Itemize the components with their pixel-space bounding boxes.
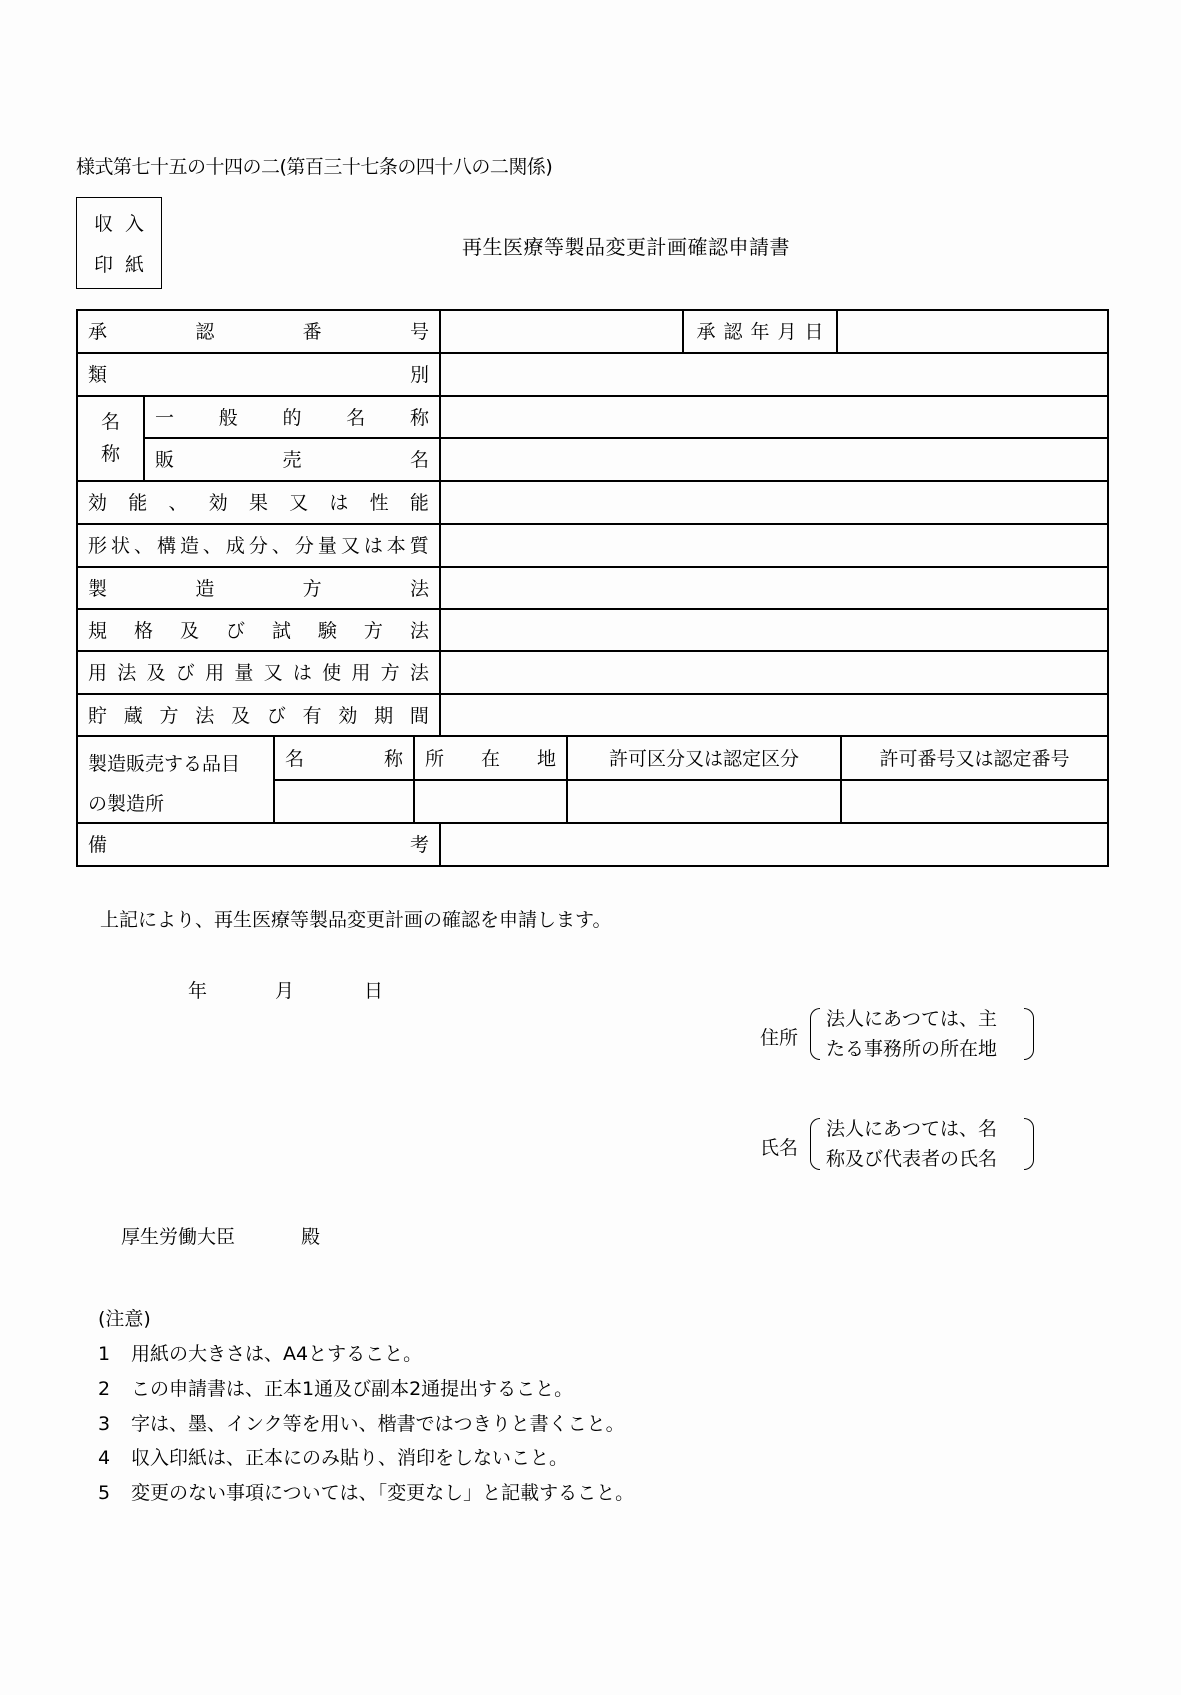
- left-paren-icon: [810, 1008, 820, 1060]
- license-number-header: [842, 735, 1107, 779]
- date-year: 年: [188, 980, 208, 1002]
- date-day: 日: [364, 980, 384, 1002]
- license-category-header: [568, 735, 840, 779]
- site-name-field[interactable]: [275, 781, 412, 821]
- note-item: [98, 1339, 422, 1366]
- note-number: 2: [98, 1378, 111, 1400]
- storage-label: [88, 693, 429, 735]
- approval-number-label: [88, 309, 429, 352]
- label-text: 許可番号又は認定番号: [879, 747, 1070, 770]
- label-text: 許可区分又は認定区分: [608, 747, 799, 770]
- label-text: 名称: [100, 410, 120, 465]
- declaration-text: 上記により、再生医療等製品変更計画の確認を申請します。: [100, 909, 612, 931]
- right-paren-icon: [1024, 1008, 1034, 1060]
- site-address-header: [425, 735, 556, 779]
- note-item: [98, 1478, 634, 1505]
- document-title: 再生医療等製品変更計画確認申請書: [462, 235, 790, 259]
- form-number-header: 様式第七十五の十四の二(第百三十七条の四十八の二関係): [76, 156, 553, 178]
- brand-name-label: [155, 437, 429, 480]
- label-text: 効 能 、 効 果 又 は 性 能: [88, 492, 429, 514]
- label-line1: 製造販売する品目: [88, 753, 241, 775]
- date-month: 月: [275, 980, 295, 1002]
- notes-title: (注意): [98, 1308, 151, 1330]
- note-line: 法人にあつては、名: [826, 1118, 998, 1140]
- site-address-field[interactable]: [415, 781, 565, 821]
- label-line2: の製造所: [88, 793, 165, 815]
- dosage-field[interactable]: [441, 652, 1106, 692]
- dosage-label: [88, 650, 429, 693]
- manufacturing-site-label: [88, 744, 240, 824]
- note-text: 変更のない事項については、「変更なし」と記載すること。: [131, 1482, 635, 1504]
- address-label: 住所: [760, 1027, 799, 1049]
- remarks-label: [88, 822, 429, 865]
- label-text: 規 格 及 び 試 験 方 法: [88, 619, 429, 642]
- note-item: [98, 1443, 568, 1470]
- manufacturing-method-label: [88, 566, 429, 608]
- label-text: 用 法 及 び 用 量 又 は 使 用 方 法: [88, 662, 429, 684]
- generic-name-field[interactable]: [441, 397, 1106, 436]
- note-text: 用紙の大きさは、A4とすること。: [131, 1343, 423, 1365]
- note-line: 法人にあつては、主: [826, 1008, 998, 1030]
- license-number-field[interactable]: [842, 781, 1106, 821]
- label-text: 類 別: [88, 364, 429, 386]
- note-item: [98, 1374, 573, 1401]
- note-text: 収入印紙は、正本にのみ貼り、消印をしないこと。: [131, 1447, 569, 1469]
- generic-name-label: [155, 395, 429, 437]
- note-text: 字は、墨、インク等を用い、楷書ではつきりと書くこと。: [131, 1413, 625, 1435]
- label-text: 所 在 地: [425, 747, 556, 770]
- remarks-field[interactable]: [441, 824, 1106, 864]
- approval-date-field[interactable]: [838, 311, 1106, 351]
- revenue-stamp-box: [76, 197, 162, 289]
- addressee: [121, 1222, 320, 1249]
- right-paren-icon: [1024, 1118, 1034, 1170]
- site-name-header: [285, 735, 403, 779]
- brand-name-field[interactable]: [441, 439, 1106, 479]
- table-border-bottom: [76, 865, 1109, 867]
- composition-field[interactable]: [441, 525, 1106, 565]
- approval-number-field[interactable]: [441, 311, 681, 351]
- composition-label: [88, 523, 429, 566]
- label-text: 承認年月日: [696, 321, 832, 343]
- note-number: 1: [98, 1343, 111, 1365]
- note-text: この申請書は、正本1通及び副本2通提出すること。: [131, 1378, 574, 1400]
- addressee-honorific: 殿: [301, 1226, 321, 1248]
- table-border-left: [76, 309, 78, 866]
- category-field[interactable]: [441, 354, 1106, 394]
- stamp-label-line1: 収入: [93, 213, 156, 235]
- approval-date-label: [684, 309, 836, 352]
- stamp-label-line2: 印紙: [93, 254, 156, 276]
- label-text: 販 売 名: [155, 449, 429, 471]
- name-group-label: [78, 395, 143, 480]
- note-line: たる事務所の所在地: [826, 1038, 998, 1060]
- efficacy-field[interactable]: [441, 482, 1106, 522]
- label-text: 備 考: [88, 834, 429, 856]
- specifications-label: [88, 608, 429, 650]
- label-text: 一 般 的 名 称: [155, 406, 429, 429]
- label-text: 貯 蔵 方 法 及 び 有 効 期 間: [88, 704, 429, 727]
- note-item: [98, 1409, 625, 1436]
- left-paren-icon: [810, 1118, 820, 1170]
- efficacy-label: [88, 480, 429, 523]
- col-divider: [143, 395, 145, 480]
- label-text: 形 状 、 構 造 、 成 分 、 分 量 又 は 本 質: [88, 535, 429, 557]
- label-text: 製 造 方 法: [88, 577, 429, 600]
- specifications-field[interactable]: [441, 610, 1106, 649]
- manufacturing-method-field[interactable]: [441, 568, 1106, 607]
- name-label: 氏名: [760, 1137, 799, 1159]
- note-number: 3: [98, 1413, 111, 1435]
- license-category-field[interactable]: [568, 781, 839, 821]
- storage-field[interactable]: [441, 695, 1106, 734]
- note-line: 称及び代表者の氏名: [826, 1148, 998, 1170]
- note-number: 4: [98, 1447, 111, 1469]
- note-number: 5: [98, 1482, 111, 1504]
- category-label: [88, 352, 429, 395]
- name-note: [826, 1114, 997, 1174]
- label-text: 名 称: [285, 747, 403, 770]
- table-border-right: [1107, 309, 1109, 866]
- label-text: 承 認 番 号: [88, 321, 429, 343]
- addressee-name: 厚生労働大臣: [121, 1226, 236, 1248]
- address-note: [826, 1004, 997, 1064]
